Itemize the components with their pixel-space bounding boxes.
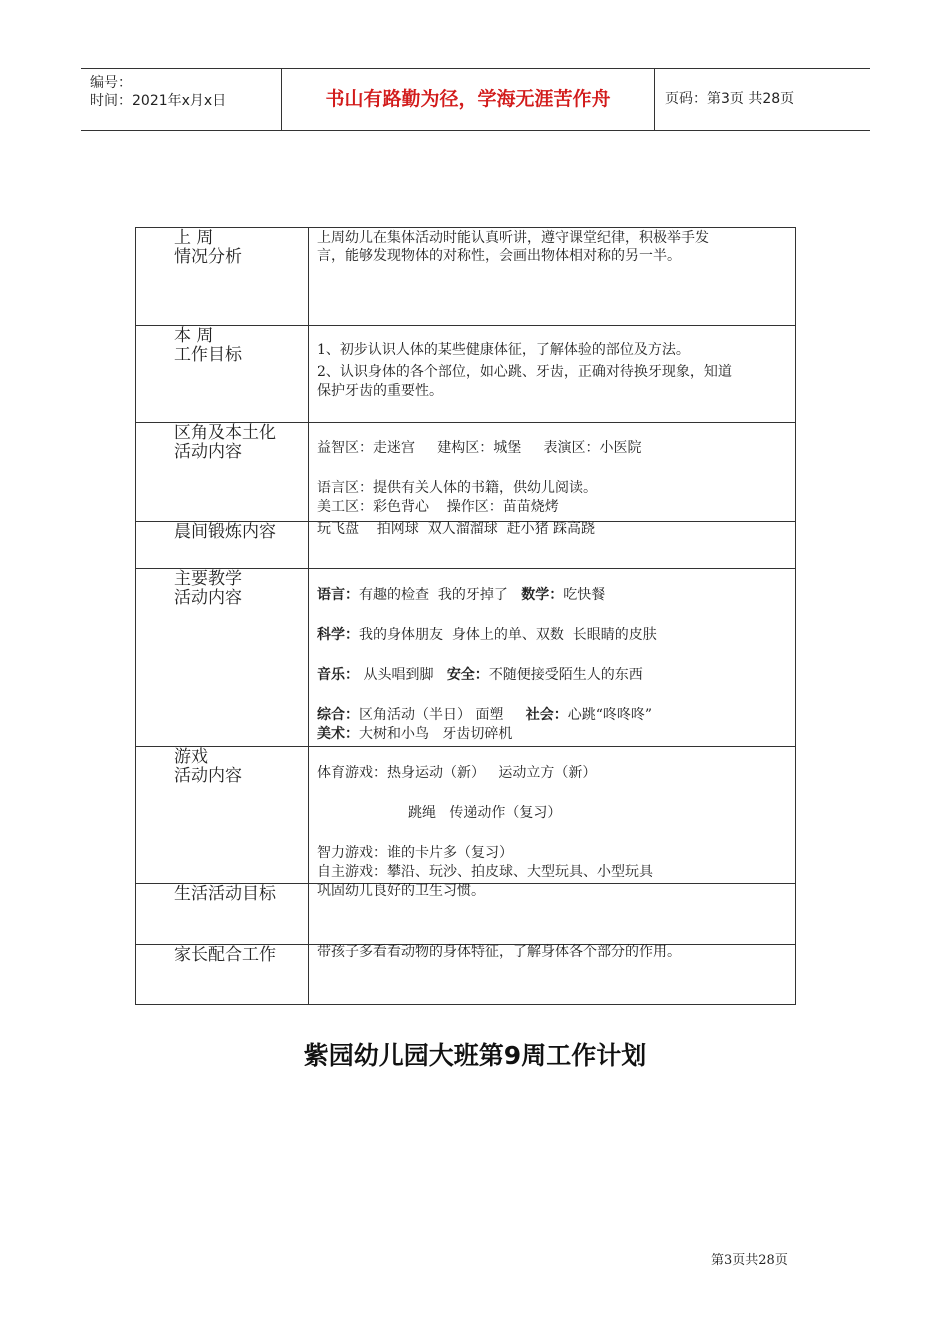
header-motto: 书山有路勤为径，学海无涯苦作舟: [325, 88, 611, 110]
table-row: [136, 944, 795, 1005]
activity-line: 科学：我的身体朋友 身体上的单、双数 长眼睛的皮肤: [317, 627, 657, 643]
row-label: 上 周 情况分析: [174, 228, 242, 267]
activity-line: 美术：大树和小鸟 牙齿切碎机: [317, 726, 513, 742]
header-meta: [81, 69, 281, 130]
time-label: 时间：2021年x月x日: [90, 93, 227, 109]
row-label: 生活活动目标: [174, 884, 276, 904]
row-content: [317, 586, 789, 744]
weekly-plan-table: [135, 227, 796, 1005]
row-label: 区角及本土化 活动内容: [174, 423, 276, 462]
row-label: 晨间锻炼内容: [174, 522, 276, 542]
table-row: [136, 228, 795, 325]
table-row: [136, 746, 795, 883]
page-header: [81, 68, 870, 131]
header-page-info: 页码：第3页 共28页: [665, 91, 795, 107]
row-content: 巩固幼儿良好的卫生习惯。: [317, 883, 485, 899]
number-label: 编号：: [90, 75, 132, 91]
row-content: 益智区：走迷宫 建构区：城堡 表演区：小医院 语言区：提供有关人体的书籍，供幼儿阅读。 美工区：彩色背心 操作区：苗苗烧烤: [317, 440, 642, 515]
page-footer: 第3页共28页: [711, 1253, 788, 1268]
row-label: 游戏 活动内容: [174, 747, 242, 786]
row-content: 带孩子多看看动物的身体特征，了解身体各个部分的作用。: [317, 944, 681, 960]
document-title: 紫园幼儿园大班第9周工作计划: [303, 1041, 647, 1070]
table-row: [136, 325, 795, 422]
row-content: 体育游戏：热身运动（新） 运动立方（新） 跳绳 传递动作（复习） 智力游戏：谁的卡片多（复习） 自主游戏：攀沿、玩沙、拍皮球、大型玩具、小型玩具: [317, 765, 653, 880]
activity-line: 音乐： 从头唱到脚 安全：不随便接受陌生人的东西: [317, 667, 643, 683]
table-row: [136, 521, 795, 568]
activity-line: 综合：区角活动（半日） 面塑 社会：心跳“咚咚咚”: [317, 707, 653, 723]
row-content: 1、初步认识人体的某些健康体征，了解体验的部位及方法。 2、认识身体的各个部位，如心跳、牙齿，正确对待换牙现象，知道 保护牙齿的重要性。: [317, 342, 732, 399]
activity-line: 语言：有趣的检查 我的牙掉了 数学：吃快餐: [317, 587, 606, 603]
row-label: 本 周 工作目标: [174, 326, 242, 365]
row-label: 主要教学 活动内容: [174, 569, 242, 608]
table-row: [136, 883, 795, 944]
row-label: 家长配合工作: [174, 945, 276, 965]
table-row: [136, 422, 795, 521]
row-content: 上周幼儿在集体活动时能认真听讲，遵守课堂纪律，积极举手发 言，能够发现物体的对称性，会画出物体相对称的另一半。: [317, 230, 709, 264]
row-content: 玩飞盘 拍网球 双人溜溜球 赶小猪 踩高跷: [317, 521, 596, 537]
header-divider: [654, 69, 655, 130]
table-row: [136, 568, 795, 746]
